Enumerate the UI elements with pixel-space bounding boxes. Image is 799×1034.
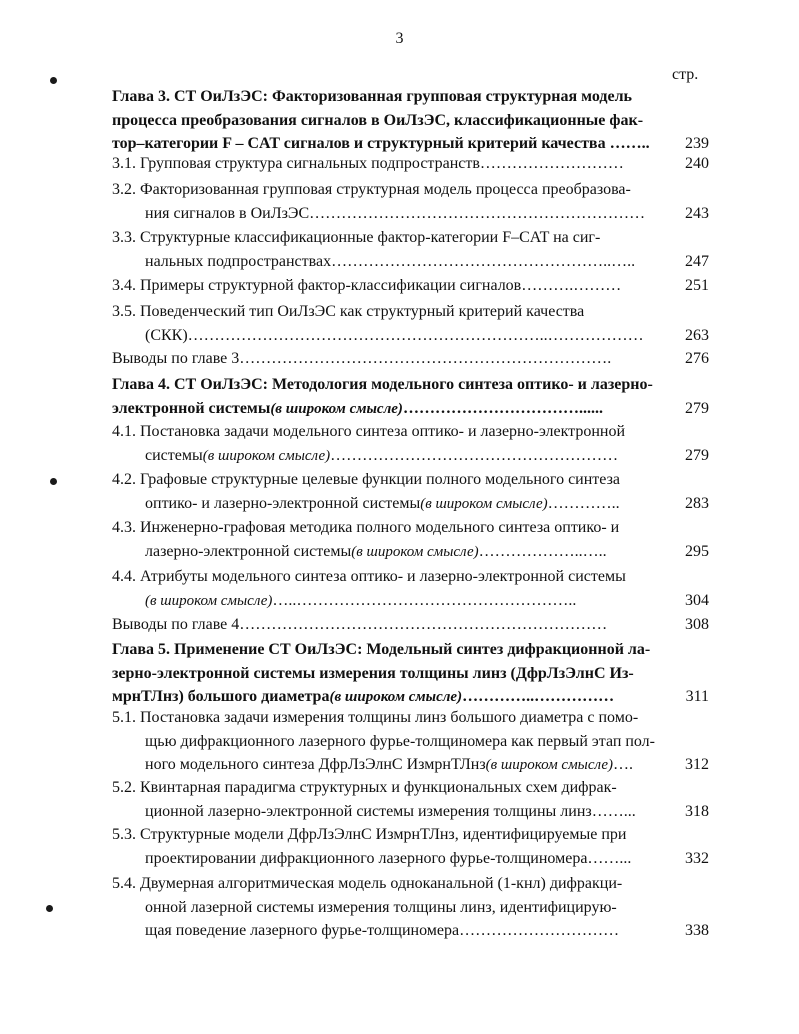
toc-line-text: Выводы по главе 3……………………………………………………………. [112, 350, 612, 367]
toc-line [112, 202, 709, 226]
toc-line-text: мрнТЛнз) большого диаметра [112, 688, 330, 705]
toc-line-text: проектировании дифракционного лазерного фурье-толщиномера……... [145, 849, 632, 867]
toc-line-text: 3.4. Примеры структурной фактор-классификации сигналов……….……… [112, 277, 622, 294]
punch-hole-mark [50, 478, 57, 485]
toc-line [112, 152, 709, 176]
toc-line-text: (СКК)…………………………………………………………..……………… [145, 326, 644, 344]
toc-line [112, 226, 709, 250]
toc-entry-s4-4 [112, 565, 709, 612]
toc-line [112, 468, 709, 492]
toc-page-number: 276 [685, 350, 709, 367]
toc-line [112, 274, 709, 298]
toc-line [112, 178, 709, 202]
toc-page-number: 338 [685, 922, 709, 939]
toc-line-emphasis: (в широком смысле) [270, 400, 403, 417]
toc-entry-s4-1 [112, 420, 709, 467]
toc-page-number: 240 [685, 155, 709, 172]
toc-line-text: 5.2. Квинтарная парадигма структурных и функциональных схем дифрак- [112, 779, 617, 796]
toc-line-text: электронной системы [112, 399, 271, 417]
toc-line [112, 776, 709, 800]
toc-page-number: 247 [685, 252, 709, 270]
toc-line-text: системы [145, 446, 203, 464]
toc-line-text: нальных подпространствах……………………………………………..….. [145, 252, 636, 270]
toc-page-number: 263 [685, 326, 709, 344]
toc-line-text: тор–категории F – CAT сигналов и структурный критерий качества …….. [112, 135, 650, 152]
toc-line [112, 638, 709, 662]
toc-line [112, 919, 709, 943]
toc-line-text: 3.2. Факторизованная групповая структурная модель процесса преобразова- [112, 181, 631, 198]
toc-line-text: онной лазерной системы измерения толщины линз, идентифицирую- [145, 898, 617, 916]
toc-entry-concl4 [112, 613, 709, 637]
toc-line [112, 516, 709, 540]
toc-line-leader: …………..…………… [462, 688, 615, 705]
toc-line [112, 397, 709, 421]
toc-line-emphasis: (в широком смысле) [202, 447, 331, 464]
toc-line [112, 872, 709, 896]
toc-line-text: зерно-электронной системы измерения толщины линз (ДфрЛзЭлнС Из- [112, 664, 634, 682]
punch-hole-mark [46, 905, 53, 912]
toc-entry-s5-3 [112, 823, 709, 870]
toc-line-text: процесса преобразования сигналов в ОиЛзЭС, классификационные фак- [112, 111, 644, 129]
toc-line-text: 4.2. Графовые структурные целевые функции полного модельного синтеза [112, 471, 621, 488]
toc-entry-s3-4 [112, 274, 709, 298]
toc-line-leader: ………………..….. [478, 542, 607, 560]
toc-line [112, 347, 709, 371]
toc-line [112, 662, 709, 686]
toc-line [112, 324, 709, 348]
toc-line [112, 847, 709, 871]
toc-line [112, 823, 709, 847]
toc-line [112, 613, 709, 637]
toc-line-leader: ……………………………………………… [330, 446, 619, 464]
toc-entry-s5-1 [112, 706, 709, 777]
toc-page-number: 283 [685, 494, 709, 512]
toc-line-text: Глава 4. СТ ОиЛзЭС: Методология модельного синтеза оптико- и лазерно- [112, 376, 653, 393]
toc-entry-s4-2 [112, 468, 709, 515]
toc-line-leader: ………….. [547, 494, 620, 512]
toc-entry-s4-3 [112, 516, 709, 563]
toc-page-number: 243 [685, 204, 709, 222]
toc-line [112, 753, 709, 777]
toc-page-number: 332 [685, 849, 709, 867]
toc-page-number: 239 [685, 135, 709, 152]
toc-line-text: Глава 3. СТ ОиЛзЭС: Факторизованная групповая структурная модель [112, 88, 632, 105]
toc-line-text: Выводы по главе 4…………………………………………………………… [112, 616, 608, 633]
toc-line [112, 730, 709, 754]
toc-line [112, 540, 709, 564]
toc-line [112, 896, 709, 920]
toc-entry-s3-2 [112, 178, 709, 225]
toc-line [112, 565, 709, 589]
toc-line-text: Глава 5. Применение СТ ОиЛзЭС: Модельный синтез дифракционной ла- [112, 641, 651, 658]
toc-page-number: 308 [685, 616, 709, 633]
toc-entry-s3-3 [112, 226, 709, 273]
toc-line [112, 250, 709, 274]
toc-page-number: 251 [685, 277, 709, 294]
toc-line [112, 492, 709, 516]
toc-entry-s5-4 [112, 872, 709, 943]
toc-line-text: 5.4. Двумерная алгоритмическая модель одноканальной (1-кнл) дифракци- [112, 875, 623, 892]
toc-line-leader: …. [613, 756, 634, 773]
toc-line-leader: …..…………………………………………….. [272, 591, 577, 609]
toc-line [112, 685, 709, 709]
toc-entry-s3-5 [112, 300, 709, 347]
toc-line-text: ного модельного синтеза ДфрЛзЭлнС ИзмрнТЛнз [145, 756, 486, 773]
toc-entry-concl3 [112, 347, 709, 371]
toc-line-text: 4.1. Постановка задачи модельного синтеза оптико- и лазерно-электронной [112, 423, 626, 440]
toc-line-emphasis: (в широком смысле) [351, 543, 479, 560]
toc-line-text: 3.3. Структурные классификационные фактор-категории F–CAT на сиг- [112, 229, 601, 246]
toc-line-text: 4.3. Инженерно-графовая методика полного модельного синтеза оптико- и [112, 519, 620, 536]
toc-page-number: 279 [685, 446, 709, 464]
page-column-header: стр. [672, 66, 699, 83]
toc-entry-ch3 [112, 85, 709, 156]
toc-line [112, 300, 709, 324]
toc-entry-s3-1 [112, 152, 709, 176]
toc-line-text: ционной лазерно-электронной системы измерения толщины линз……... [145, 802, 636, 820]
toc-page-number: 304 [685, 591, 709, 609]
toc-line [112, 109, 709, 133]
toc-line-emphasis: (в широком смысле) [329, 689, 463, 705]
page-number: 3 [395, 30, 404, 47]
toc-line-text: ния сигналов в ОиЛзЭС……………………………………………………… [145, 204, 646, 222]
toc-line [112, 589, 709, 613]
punch-hole-mark [50, 77, 57, 84]
toc-line-text: щая поведение лазерного фурье-толщиномера………………………… [145, 922, 620, 939]
toc-line-emphasis: (в широком смысле) [485, 757, 614, 773]
toc-page-number: 295 [685, 542, 709, 560]
toc-line-text: 4.4. Атрибуты модельного синтеза оптико- и лазерно-электронной системы [112, 568, 626, 585]
toc-line [112, 444, 709, 468]
toc-entry-s5-2 [112, 776, 709, 823]
toc-line-text: щью дифракционного лазерного фурье-толщиномера как первый этап пол- [145, 732, 655, 750]
toc-line-text: 5.1. Постановка задачи измерения толщины линз большого диаметра с помо- [112, 709, 639, 726]
toc-line-text: оптико- и лазерно-электронной системы [145, 494, 421, 512]
toc-line [112, 800, 709, 824]
toc-line-leader: ……………………………...... [402, 399, 603, 417]
toc-entry-ch5 [112, 638, 709, 709]
toc-line-emphasis: (в широком смысле) [145, 592, 273, 609]
toc-line-emphasis: (в широком смысле) [420, 495, 548, 512]
toc-line-text: 3.5. Поведенческий тип ОиЛзЭС как структурный критерий качества [112, 303, 585, 320]
toc-line [112, 85, 709, 109]
toc-page-number: 311 [685, 688, 709, 705]
toc-line-text: лазерно-электронной системы [145, 542, 352, 560]
toc-line-text: 5.3. Структурные модели ДфрЛзЭлнС ИзмрнТЛнз, идентифицируемые при [112, 826, 627, 843]
toc-line [112, 373, 709, 397]
toc-line [112, 420, 709, 444]
toc-page-number: 279 [685, 399, 709, 417]
toc-line [112, 706, 709, 730]
toc-line-text: 3.1. Групповая структура сигнальных подпространств……………………… [112, 155, 624, 172]
toc-entry-ch4 [112, 373, 709, 420]
toc-page-number: 312 [685, 756, 709, 773]
toc-page-number: 318 [685, 802, 709, 820]
